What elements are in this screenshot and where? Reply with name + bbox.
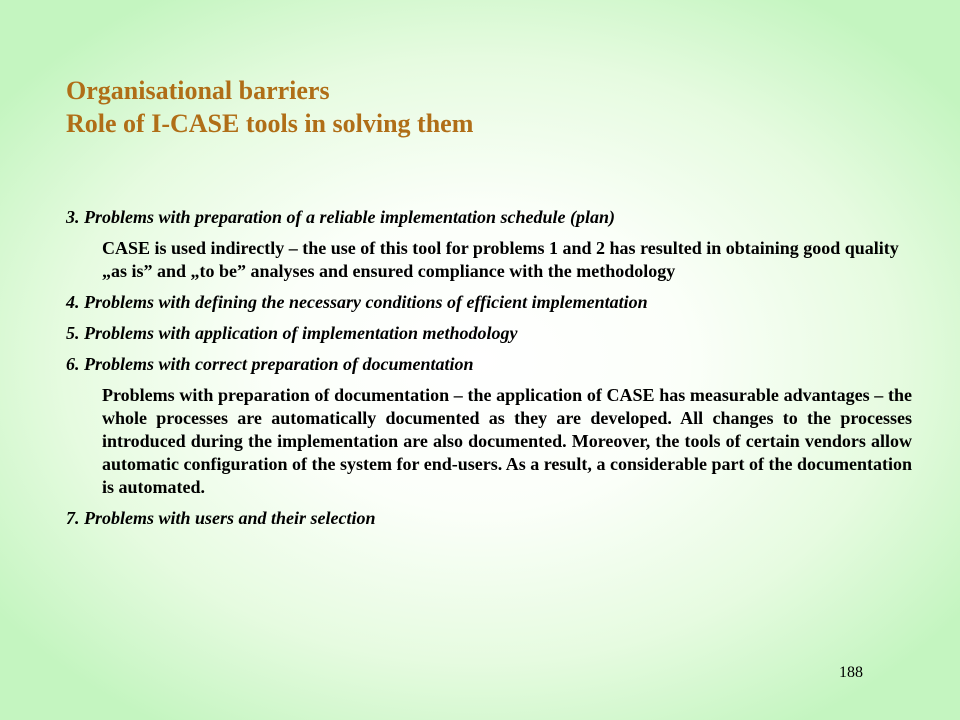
title-line-1: Organisational barriers [66, 76, 330, 105]
list-item-6: 6. Problems with correct preparation of documentation [66, 354, 474, 374]
list-item-4: 4. Problems with defining the necessary conditions of efficient implementation [66, 292, 648, 312]
list-item-6-detail: Problems with preparation of documentation – the application of CASE has measurable advantages – the whole processes are automatically documented as they are developed. All changes to the processes introduced during the implementation are also documented. Moreover, the tools of certain vendors allow automatic configuration of the system for end-users. As a result, a considerable part of the documentation is automated. [102, 385, 912, 497]
list-item-3: 3. Problems with preparation of a reliable implementation schedule (plan) [66, 207, 616, 227]
slide-body [66, 206, 912, 530]
list-item-3-detail: CASE is used indirectly – the use of this tool for problems 1 and 2 has resulted in obtaining good quality „as is” and „to be” analyses and ensured compliance with the methodology [102, 238, 899, 281]
list-item-5: 5. Problems with application of implementation methodology [66, 323, 518, 343]
title-line-2: Role of I-CASE tools in solving them [66, 109, 474, 138]
list-item-7: 7. Problems with users and their selection [66, 508, 376, 528]
slide-title [66, 74, 886, 140]
page-number: 188 [839, 664, 863, 681]
